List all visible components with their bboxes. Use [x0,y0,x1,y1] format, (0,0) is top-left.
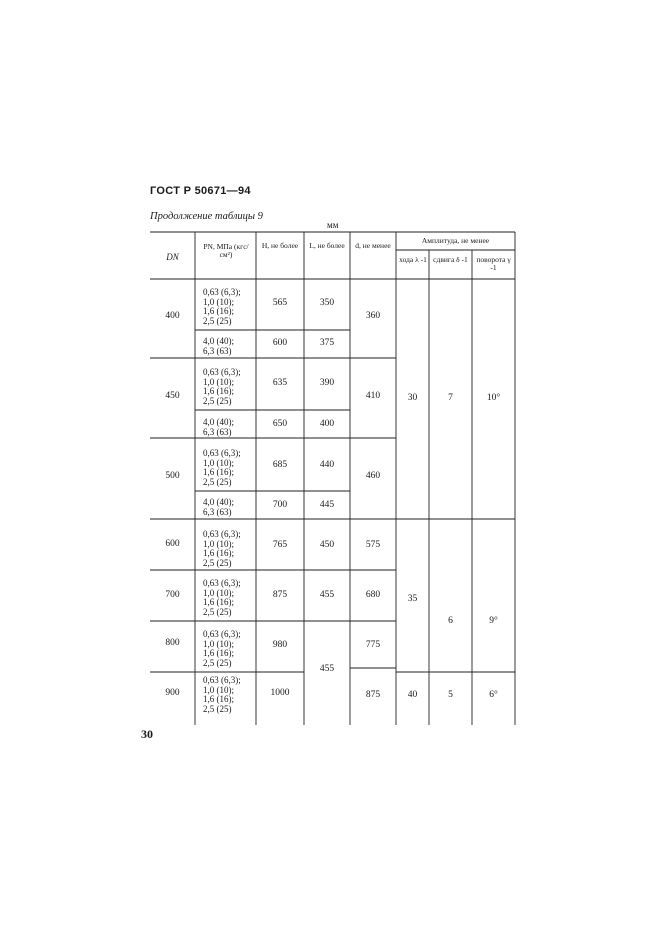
table-caption: Продолжение таблицы 9 [150,211,263,222]
header-pn: PN, МПа (кгс/см²) [203,242,249,259]
h-cell: 1000 [270,688,290,698]
l-cell: 375 [319,338,335,348]
dn-cell: 400 [165,311,180,321]
h-cell: 650 [272,419,288,429]
l-cell: 455 [319,664,335,674]
header-amplitude: Амплитуда, не менее [421,236,490,245]
h-cell: 565 [272,298,288,308]
dn-cell: 450 [165,391,180,401]
h-cell: 685 [272,460,288,470]
l-cell: 445 [319,500,335,510]
h-cell: 765 [272,540,288,550]
h-cell: 700 [272,500,288,510]
l-cell: 390 [319,378,335,388]
h-cell: 980 [272,640,288,650]
pn-cell: 0,63 (6,3); 1,0 (10); 1,6 (16); 2,5 (25) [203,448,241,487]
dn-cell: 700 [165,590,180,600]
rotation-cell: 6° [489,690,498,700]
shear-cell: 7 [448,393,453,403]
shear-cell: 6 [448,616,453,626]
h-cell: 635 [272,378,288,388]
header-rotation: поворота γ -1 [476,255,511,272]
dn-cell: 900 [165,688,180,698]
d-cell: 360 [365,311,381,321]
shear-cell: 5 [448,690,453,700]
h-cell: 875 [272,590,288,600]
pn-cell: 0,63 (6,3); 1,0 (10); 1,6 (16); 2,5 (25) [203,367,241,406]
d-cell: 575 [365,540,381,550]
pn-cell: 0,63 (6,3); 1,0 (10); 1,6 (16); 2,5 (25) [203,578,241,617]
pn-cell: 0,63 (6,3); 1,0 (10); 1,6 (16); 2,5 (25) [203,675,241,714]
document-id: ГОСТ Р 50671—94 [150,185,251,197]
dn-cell: 600 [165,539,180,549]
l-cell: 455 [319,590,335,600]
d-cell: 680 [365,590,381,600]
d-cell: 775 [365,640,381,650]
d-cell: 460 [365,471,381,481]
l-cell: 350 [319,298,335,308]
header-axial: хода λ -1 [399,255,427,264]
dn-cell: 800 [165,638,180,648]
pn-cell: 0,63 (6,3); 1,0 (10); 1,6 (16); 2,5 (25) [203,629,241,668]
rotation-cell: 9° [489,616,498,626]
header-h: H, не более [261,241,299,250]
pn-cell: 0,63 (6,3); 1,0 (10); 1,6 (16); 2,5 (25) [203,287,241,326]
axial-cell: 40 [407,690,418,700]
l-cell: 440 [319,460,335,470]
pn-cell: 4,0 (40); 6,3 (63) [203,497,234,517]
d-cell: 410 [365,391,381,401]
header-shear: сдвига δ -1 [433,255,468,264]
h-cell: 600 [272,338,288,348]
axial-cell: 35 [407,594,418,604]
header-dn: DN [166,252,179,262]
l-cell: 450 [319,540,335,550]
rotation-cell: 10° [486,393,501,403]
units-label: мм [327,220,339,230]
dn-cell: 500 [165,471,180,481]
pn-cell: 4,0 (40); 6,3 (63) [203,417,234,437]
l-cell: 400 [319,419,335,429]
d-cell: 875 [365,690,381,700]
pn-cell: 0,63 (6,3); 1,0 (10); 1,6 (16); 2,5 (25) [203,529,241,568]
header-d: d, не менее [355,241,391,250]
page-number: 30 [141,727,153,741]
axial-cell: 30 [407,393,418,403]
pn-cell: 4,0 (40); 6,3 (63) [203,336,234,356]
header-l: L, не более [309,241,345,250]
